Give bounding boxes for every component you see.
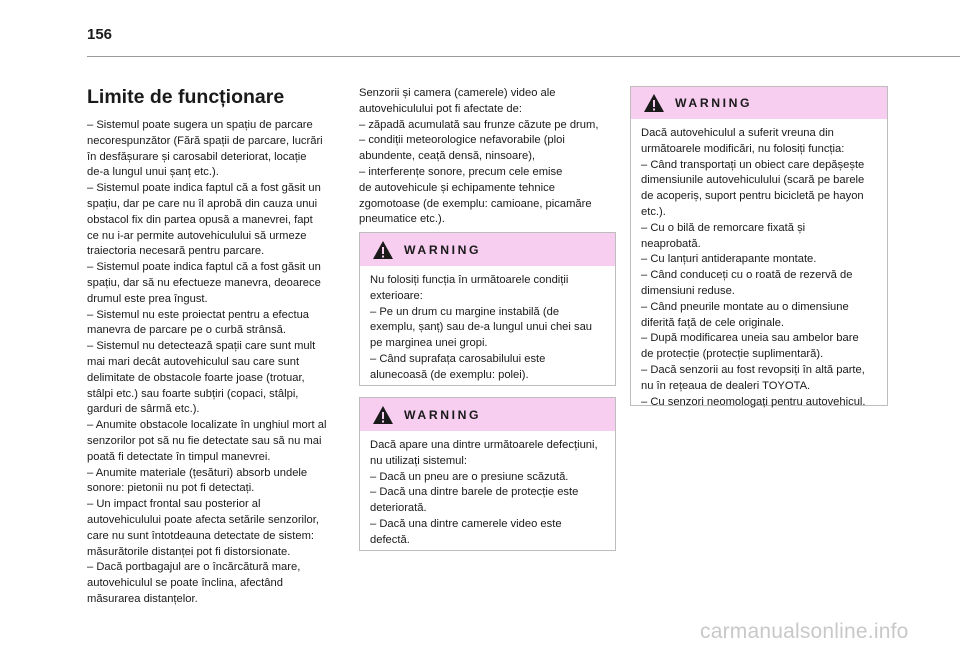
text-line: diferită față de cele originale. xyxy=(641,316,785,329)
text-line: nu utilizați sistemul: xyxy=(370,454,467,467)
text-line: traiectoria necesară pentru parcare. xyxy=(87,245,265,258)
text-line: Senzorii și camera (camerele) video ale xyxy=(359,87,556,99)
text-line: deteriorată. xyxy=(370,502,427,515)
warning-title: WARNING xyxy=(404,242,482,257)
warning-header xyxy=(631,87,887,119)
text-line: – Dacă una dintre barele de protecție este xyxy=(370,486,579,499)
text-line: – Cu senzori neomologați pentru autovehicul. xyxy=(641,395,866,408)
text-line: Nu folosiți funcția în următoarele condiții xyxy=(370,274,569,286)
text-line: – Dacă senzorii au fost revopsiți în altă parte, xyxy=(641,363,865,376)
text-line: următoarele modificări, nu folosiți funcția: xyxy=(641,142,845,155)
text-line: senzorilor pot să nu fie detectate sau să nu mai xyxy=(87,434,322,447)
text-line: spațiu, dar să nu efectueze manevra, deoarece xyxy=(87,276,321,289)
text-line: – Pe un drum cu margine instabilă (de xyxy=(370,305,560,318)
text-line: pneumatice etc.). xyxy=(359,213,445,226)
text-line: autovehiculului pot fi afectate de: xyxy=(359,102,522,115)
text-line: măsurătorile distanței pot fi distorsionate. xyxy=(87,545,291,558)
text-line: în desfășurare și carosabil deteriorat, locație xyxy=(87,150,307,163)
text-line: – Când transportați un obiect care depășește xyxy=(641,158,865,171)
section-title: Limite de funcționare xyxy=(87,86,285,108)
watermark: carmanualsonline.info xyxy=(700,620,909,643)
page-number: 156 xyxy=(87,26,113,43)
text-line: – Dacă una dintre camerele video este xyxy=(370,517,562,530)
warning-title: WARNING xyxy=(404,407,482,422)
text-line: necorespunzător (Fără spații de parcare, lucrări xyxy=(87,134,323,147)
text-line: Dacă apare una dintre următoarele defecțiuni, xyxy=(370,439,598,451)
text-line: delimitate de obstacole foarte joase (trotuar, xyxy=(87,371,305,384)
warning-text xyxy=(360,266,615,384)
warning-triangle-icon xyxy=(372,405,394,425)
text-line: – condiții meteorologice nefavorabile (ploi xyxy=(359,134,565,147)
text-line: drumul este prea îngust. xyxy=(87,292,208,305)
text-line: – interferențe sonore, precum cele emise xyxy=(359,165,563,178)
text-line: – Un impact frontal sau posterior al xyxy=(87,498,261,511)
limits-text xyxy=(87,118,345,608)
text-line: – Sistemul nu detectează spații care sunt mult xyxy=(87,340,316,353)
text-line: exterioare: xyxy=(370,289,423,302)
text-line: manevra de parcare pe o curbă strânsă. xyxy=(87,324,286,337)
text-line: defectă. xyxy=(370,533,410,546)
text-line: poată fi detectate în timpul manevrei. xyxy=(87,450,271,463)
text-line: obstacol fix din partea opusă a manevrei, fapt xyxy=(87,213,313,226)
text-line: etc.). xyxy=(641,205,666,218)
text-line: autovehiculul se poate înclina, afectând xyxy=(87,577,283,590)
warning-triangle-icon xyxy=(372,240,394,260)
text-line: – Dacă portbagajul are o încărcătură mare, xyxy=(87,561,301,574)
text-line: alunecoasă (de exemplu: polei). xyxy=(370,368,529,381)
header-rule xyxy=(87,56,960,57)
text-line: sonore: pietonii nu pot fi detectați. xyxy=(87,482,255,495)
text-line: de-a lungul unui șanț etc.). xyxy=(87,166,219,179)
text-line: – Sistemul poate indica faptul că a fost găsit un xyxy=(87,182,321,195)
warning-box-malfunctions xyxy=(359,397,616,551)
text-line: garduri de sârmă etc.). xyxy=(87,403,200,416)
text-line: Dacă autovehiculul a suferit vreuna din xyxy=(641,127,834,139)
text-line: – Cu o bilă de remorcare fixată și xyxy=(641,221,806,234)
text-line: nu în rețeaua de dealeri TOYOTA. xyxy=(641,379,811,392)
text-line: abundente, ceață densă, ninsoare), xyxy=(359,150,536,163)
warning-header xyxy=(360,233,615,266)
text-line: dimensiunile autovehiculului (scară pe barele xyxy=(641,174,865,187)
text-line: – Când suprafața carosabilului este xyxy=(370,352,546,365)
warning-title: WARNING xyxy=(675,96,753,110)
text-line: – Anumite obstacole localizate în unghiul mort al xyxy=(87,419,327,432)
warning-box-modifications xyxy=(630,86,888,406)
text-line: pe marginea unei gropi. xyxy=(370,337,488,350)
text-line: de autovehicule și echipamente tehnice xyxy=(359,181,555,194)
text-line: neaprobată. xyxy=(641,237,701,250)
text-line: – Când pneurile montate au o dimensiune xyxy=(641,300,849,313)
text-line: – Sistemul poate indica faptul că a fost găsit un xyxy=(87,261,321,274)
text-line: care nu sunt întotdeauna detectate de sistem: xyxy=(87,529,315,542)
sensors-paragraph xyxy=(359,86,616,228)
text-line: dimensiuni reduse. xyxy=(641,284,735,297)
text-line: zgomotoase (de exemplu: camioane, picamăre xyxy=(359,197,592,210)
limits-section xyxy=(87,86,345,608)
text-line: – După modificarea uneia sau ambelor bare xyxy=(641,332,859,345)
warning-text xyxy=(360,431,615,549)
text-line: – Dacă un pneu are o presiune scăzută. xyxy=(370,470,569,483)
warning-box-road-conditions xyxy=(359,232,616,386)
text-line: – zăpadă acumulată sau frunze căzute pe drum, xyxy=(359,118,599,131)
text-line: – Anumite materiale (țesături) absorb undele xyxy=(87,466,308,479)
text-line: de acoperiș, suport pentru bicicletă pe hayon xyxy=(641,190,864,203)
text-line: – Sistemul nu este proiectat pentru a efectua xyxy=(87,308,310,321)
warning-header xyxy=(360,398,615,431)
text-line: – Când conduceți cu o roată de rezervă de xyxy=(641,269,853,282)
warning-triangle-icon xyxy=(643,93,665,113)
text-line: exemplu, șanț) sau de-a lungul unui chei sau xyxy=(370,321,593,334)
text-line: autovehiculului poate afecta setările senzorilor, xyxy=(87,513,319,526)
text-line: – Sistemul poate sugera un spațiu de parcare xyxy=(87,119,313,131)
text-line: spațiu, dar pe care nu îl aprobă din cauza unui xyxy=(87,197,318,210)
text-line: ce nu i-ar permite autovehiculului să urmeze xyxy=(87,229,307,242)
text-line: măsurarea distanțelor. xyxy=(87,592,198,605)
text-line: mai mari decât autovehiculul sau care sunt xyxy=(87,355,300,368)
text-line: de protecție (protecție suplimentară). xyxy=(641,348,824,361)
text-line: – Cu lanțuri antiderapante montate. xyxy=(641,253,817,266)
text-line: stâlpi etc.) sau foarte subțiri (copaci, stâlpi, xyxy=(87,387,299,400)
warning-text xyxy=(631,119,887,410)
